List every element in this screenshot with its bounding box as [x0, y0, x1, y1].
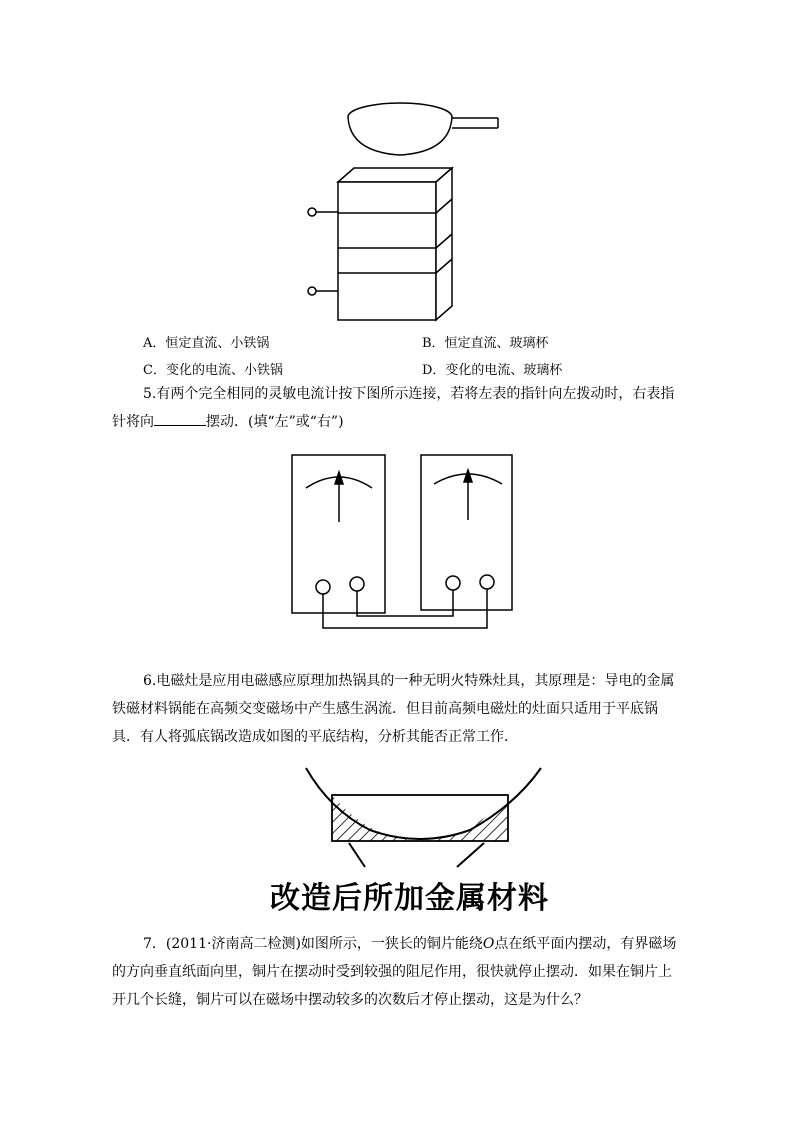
point-o-label: O: [482, 936, 495, 952]
option-d: D．变化的电流、玻璃杯: [422, 363, 563, 378]
q6-line-2: 铁磁材料锅能在高频交变磁场中产生感生涡流．但目前高频电磁灶的灶面只适用于平底锅: [112, 701, 658, 717]
q6-line-1: 6.电磁灶是应用电磁感应原理加热锅具的一种无明火特殊灶具，其原理是：导电的金属: [143, 673, 675, 689]
q7-line-3: 开几个长缝，铜片可以在磁场中摆动较多的次数后才停止摆动，这是为什么？: [112, 992, 588, 1008]
q6-line-3: 具．有人将弧底锅改造成如图的平底结构，分析其能否正常工作．: [112, 729, 518, 745]
q5-line-2-pre: 针将向: [112, 414, 154, 430]
q5-line-2-post: 摆动．(填“左”或“右”): [206, 414, 344, 430]
figure-caption: 改造后所加金属材料: [270, 881, 549, 916]
hatched-metal-fill: [332, 795, 508, 841]
option-c: C．变化的电流、小铁锅: [143, 363, 283, 378]
option-b: B．恒定直流、玻璃杯: [422, 336, 549, 351]
option-a: A．恒定直流、小铁锅: [143, 336, 270, 351]
q7-line-1: [143, 930, 683, 958]
q7-line-1-pre: 7．(2011·济南高二检测)如图所示，一狭长的铜片能绕: [143, 936, 483, 952]
q7-line-1-post: 点在纸平面内摆动，有界磁场: [494, 936, 677, 952]
q5-line-1: 5.有两个完全相同的灵敏电流计按下图所示连接，若将左表的指针向左拨动时，右表指: [143, 386, 675, 402]
q7-line-2: 的方向垂直纸面向里，铜片在摆动时受到较强的阻尼作用，很快就停止摆动．如果在铜片上: [112, 964, 672, 980]
question-7: [112, 930, 683, 1014]
